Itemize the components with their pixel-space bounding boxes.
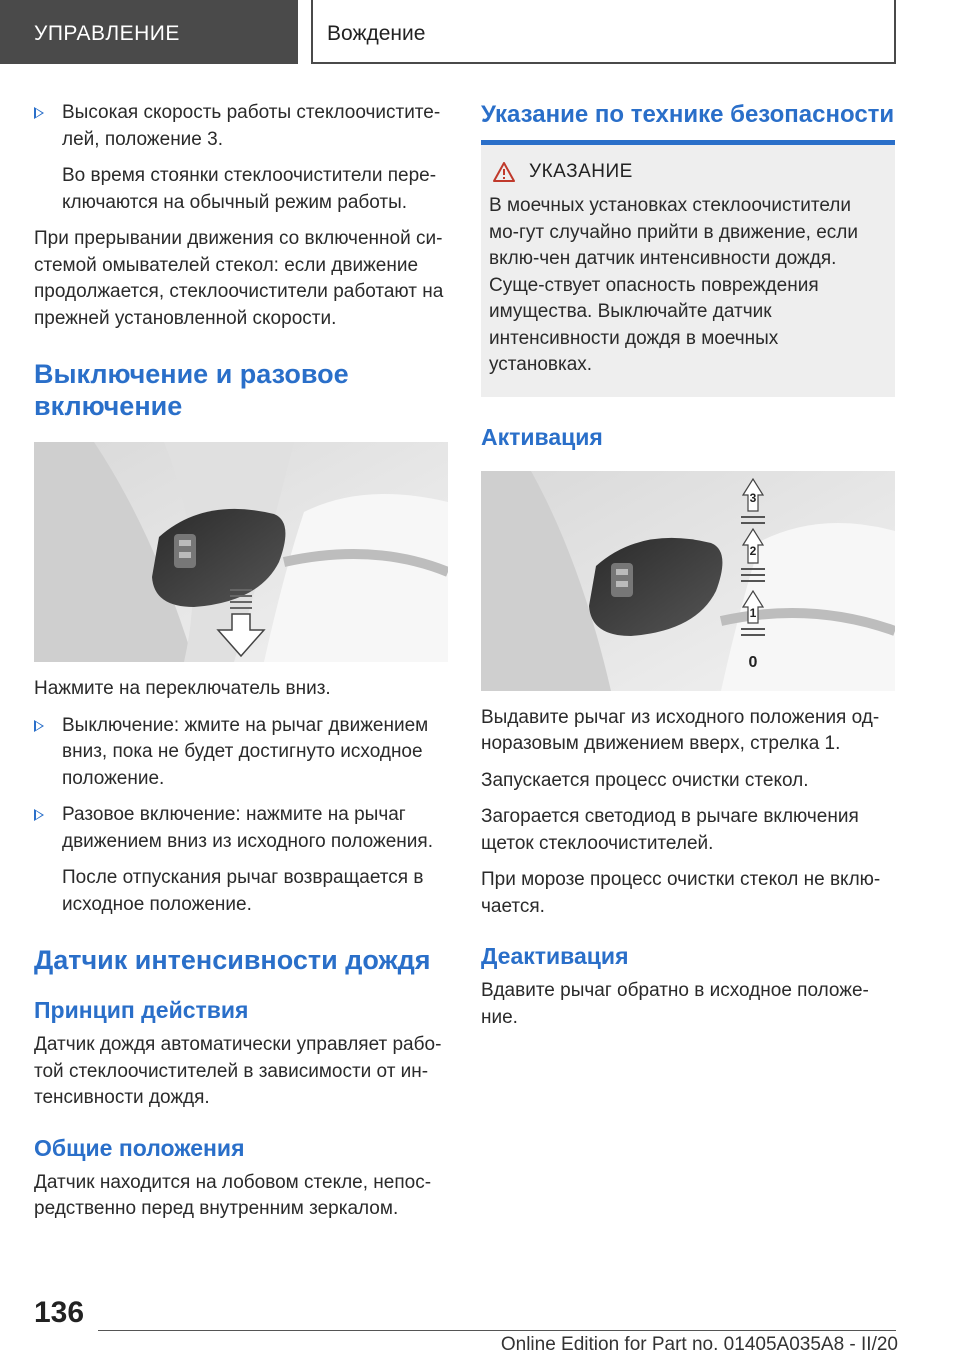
lever-down-image	[34, 442, 448, 662]
arrow-label-3: 3	[749, 490, 757, 505]
bullet-text: Разовое включение: нажмите на рычаг движением вниз из исходного положения.	[62, 804, 433, 852]
subheading-principle: Принцип действия	[34, 997, 249, 1023]
heading-rain-sensor: Датчик интенсивности дождя	[34, 945, 431, 975]
heading-off-single: Выключение и разовое включение	[34, 359, 349, 421]
paragraph: Датчик дождя автоматически управляет рабо-той стеклоочистителей в зависимости от ин-тенсивности дождя.	[34, 1034, 442, 1108]
footer-divider	[98, 1330, 896, 1331]
section-title: Вождение	[327, 22, 426, 45]
paragraph: Выдавите рычаг из исходного положения од-норазовым движением вверх, стрелка 1.	[481, 706, 880, 754]
warning-triangle-icon	[493, 162, 515, 182]
bullet-note: После отпускания рычаг возвращается в исходное положение.	[62, 867, 424, 915]
lever-down-illustration	[34, 442, 448, 662]
list-item	[34, 100, 448, 153]
subheading-general: Общие положения	[34, 1134, 245, 1161]
section-tab	[311, 0, 896, 64]
notice-label: УКАЗАНИЕ	[529, 161, 633, 182]
list-item	[34, 802, 448, 855]
list-item	[34, 713, 448, 793]
paragraph: При морозе процесс очистки стекол не вклю-чается.	[481, 869, 881, 917]
edition-footer: Online Edition for Part no. 01405A035A8 - II/20	[500, 1334, 898, 1355]
bullet-text: Высокая скорость работы стеклоочистите-лей, положение 3.	[62, 102, 441, 150]
chapter-tab	[0, 0, 298, 64]
heading-deactivation: Деактивация	[481, 943, 629, 969]
paragraph: Датчик находится на лобовом стекле, непос-редственно перед внутренним зеркалом.	[34, 1171, 432, 1219]
notice-header	[489, 161, 883, 183]
lever-up-illustration	[481, 471, 895, 691]
figure-caption: Нажмите на переключатель вниз.	[34, 678, 331, 699]
bullet-text: Выключение: жмите на рычаг движением вниз, пока не будет достигнуто исходное положение.	[62, 714, 429, 789]
lever-up-image	[481, 471, 895, 691]
notice-box	[481, 145, 895, 397]
page-number: 136	[34, 1296, 85, 1329]
heading-activation: Активация	[481, 423, 603, 450]
paragraph: Запускается процесс очистки стекол.	[481, 769, 809, 791]
arrow-label-2: 2	[749, 543, 757, 558]
bullet-triangle-icon	[34, 809, 44, 821]
safety-heading: Указание по технике безопасности	[481, 100, 895, 145]
bullet-triangle-icon	[34, 720, 44, 732]
arrow-label-1: 1	[749, 605, 757, 620]
bullet-note: Во время стоянки стеклоочистители пере-ключаются на обычный режим работы.	[62, 165, 437, 213]
paragraph: Вдавите рычаг обратно в исходное положе-ние.	[481, 980, 869, 1028]
position-label-0: 0	[748, 653, 758, 671]
bullet-triangle-icon	[34, 107, 44, 119]
right-column	[481, 100, 895, 1041]
paragraph: Загорается светодиод в рычаге включения щеток стеклоочистителей.	[481, 806, 859, 854]
notice-text: В моечных установках стеклоочистители мо-гут случайно прийти в движение, если вклю-чен датчик интенсивности дождя. Суще-ствует опасность повреждения имущества. Выключайте датчик интенсивности дождя в моечных установках.	[489, 195, 858, 375]
paragraph: При прерывании движения со включенной си-стемой омывателей стекол: если движение продолжается, стеклоочистители работают на прежней установленной скорости.	[34, 228, 444, 329]
chapter-title: УПРАВЛЕНИЕ	[34, 22, 180, 45]
left-column	[34, 100, 448, 1233]
